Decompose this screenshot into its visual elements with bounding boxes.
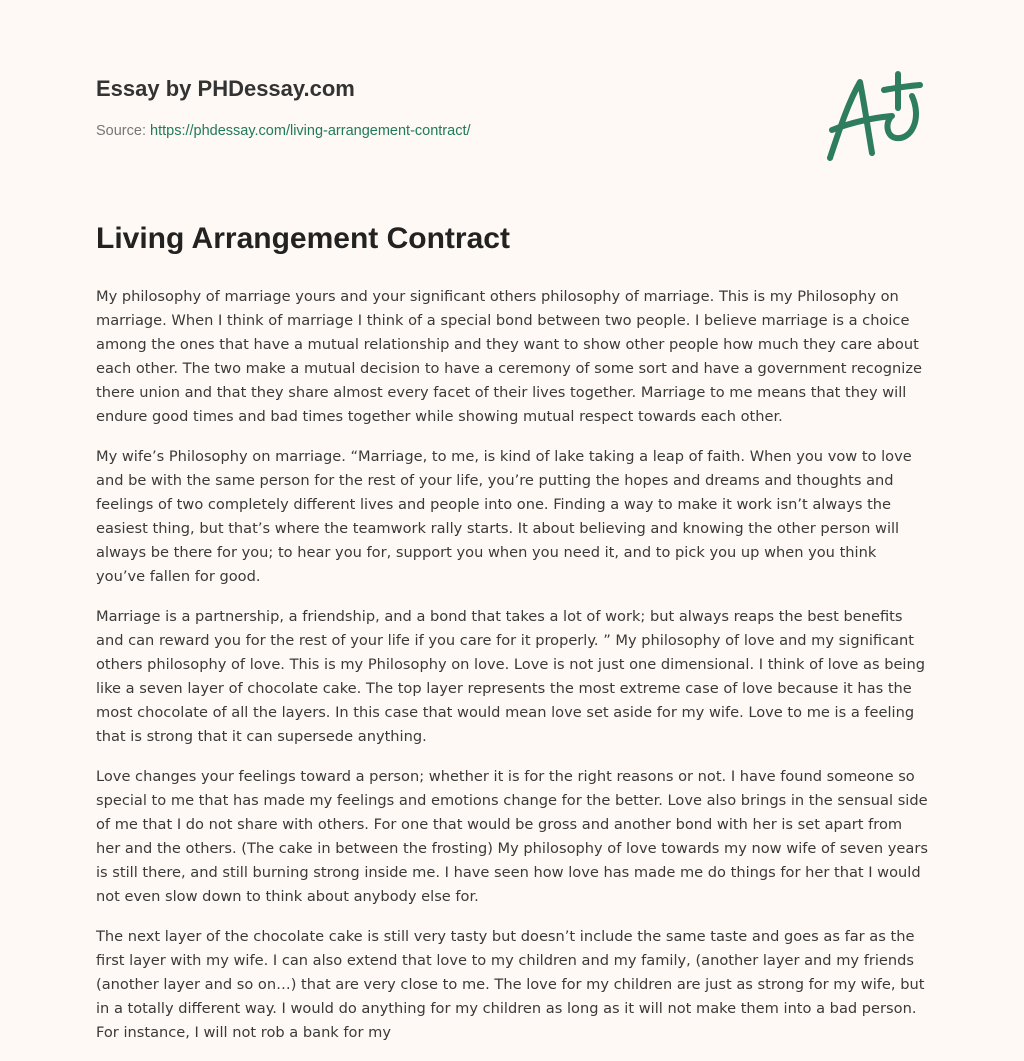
paragraph: Marriage is a partnership, a friendship, and a bond that takes a lot of work; but always reaps the best benefits and can reward you for the rest of your life if you care for it properly. ” My philosophy of love and my significant others philosophy of love. This is my Philosophy on love. Love is not just one dimensional. I think of love as being like a seven layer of chocolate cake. The top layer represents the most extreme case of love because it has the most chocolate of all the layers. In this case that would mean love set aside for my wife. Love to me is a feeling that is strong that it can supersede anything. xyxy=(96,608,926,745)
site-header xyxy=(96,76,355,102)
page-title: Living Arrangement Contract xyxy=(96,222,510,255)
a-plus-logo-icon xyxy=(820,68,930,168)
paragraph: My wife’s Philosophy on marriage. “Marriage, to me, is kind of lake taking a leap of faith. When you vow to love and be with the same person for the rest of your life, you’re putting the hopes and dreams and thoughts and feelings of two completely different lives and people into one. Finding a way to make it work isn’t always the easiest thing, but that’s where the teamwork rally starts. It about believing and knowing the other person will always be there for you; to hear you for, support you when you need it, and to pick you up when you think you’ve fallen for good. xyxy=(96,448,912,585)
source-link[interactable]: https://phdessay.com/living-arrangement-contract/ xyxy=(150,123,471,139)
source-line xyxy=(96,123,471,139)
paragraph: My philosophy of marriage yours and your significant others philosophy of marriage. This is my Philosophy on marriage. When I think of marriage I think of a special bond between two people. I believe marriage is a choice among the ones that have a mutual relationship and they want to show other people how much they care about each other. The two make a mutual decision to have a ceremony of some sort and have a government recognize there union and that they share almost every facet of their lives together. Marriage to me means that they will endure good times and bad times together while showing mutual respect towards each other. xyxy=(96,288,922,425)
paragraph: The next layer of the chocolate cake is still very tasty but doesn’t include the same taste and goes as far as the first layer with my wife. I can also extend that love to my children and my family, (another layer and my friends (another layer and so on…) that are very close to me. The love for my children are just as strong for my wife, but in a totally different way. I would do anything for my children as long as it will not make them into a bad person. For instance, I will not rob a bank for my xyxy=(96,928,925,1041)
paragraph: Love changes your feelings toward a person; whether it is for the right reasons or not. I have found someone so special to me that has made my feelings and emotions change for the better. Love also brings in the sensual side of me that I do not share with others. For one that would be gross and another bond with her is set apart from her and the others. (The cake in between the frosting) My philosophy of love towards my now wife of seven years is still there, and still burning strong inside me. I have seen how love has made me do things for her that I would not even slow down to think about anybody else for. xyxy=(96,768,928,905)
source-label: Source: xyxy=(96,123,146,139)
essay-body xyxy=(96,285,928,1061)
site-title: Essay by PHDessay.com xyxy=(96,76,355,101)
